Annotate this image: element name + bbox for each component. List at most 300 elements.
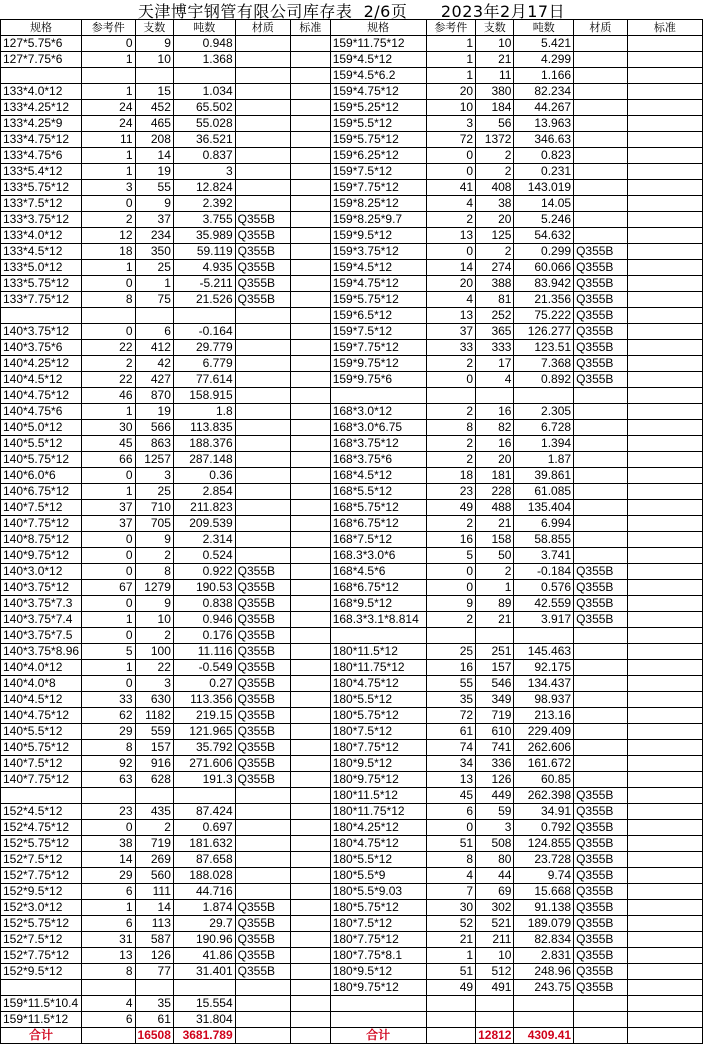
right-cell-standard: [627, 612, 702, 628]
right-cell-standard: [627, 532, 702, 548]
left-cell-material: Q355B: [235, 740, 291, 756]
right-cell-pieces: 81: [476, 292, 514, 308]
left-cell-ref-pieces: 0: [82, 820, 135, 836]
left-cell-ref-pieces: 33: [82, 692, 135, 708]
right-cell-spec: 159*4.75*12: [330, 276, 426, 292]
left-cell-tons: 113.356: [173, 692, 235, 708]
left-cell-ref-pieces: 38: [82, 836, 135, 852]
right-cell-standard: [627, 68, 702, 84]
right-cell-ref-pieces: 49: [426, 980, 476, 996]
right-cell-pieces: 546: [476, 676, 514, 692]
right-cell-standard: [627, 132, 702, 148]
left-cell-spec: 140*6.0*6: [1, 468, 82, 484]
left-cell-spec: 152*9.5*12: [1, 884, 82, 900]
right-cell-tons: [514, 996, 574, 1012]
left-cell-material: [235, 436, 291, 452]
right-cell-pieces: 719: [476, 708, 514, 724]
table-row: [1, 308, 703, 324]
right-cell-pieces: 21: [476, 516, 514, 532]
right-cell-spec: 159*4.5*12: [330, 260, 426, 276]
table-row: [1, 580, 703, 596]
right-cell-tons: 145.463: [514, 644, 574, 660]
right-cell-standard: [627, 596, 702, 612]
table-row: [1, 212, 703, 228]
right-cell-pieces: 521: [476, 916, 514, 932]
right-cell-ref-pieces: 20: [426, 276, 476, 292]
left-cell-ref-pieces: 1: [82, 404, 135, 420]
left-cell-pieces: 710: [135, 500, 173, 516]
right-cell-pieces: 380: [476, 84, 514, 100]
right-cell-standard: [627, 436, 702, 452]
right-cell-tons: 161.672: [514, 756, 574, 772]
right-total-material: [574, 1028, 628, 1044]
left-cell-material: [235, 404, 291, 420]
left-cell-ref-pieces: [82, 788, 135, 804]
right-cell-pieces: 408: [476, 180, 514, 196]
right-cell-pieces: 38: [476, 196, 514, 212]
left-cell-material: Q355B: [235, 724, 291, 740]
left-cell-spec: [1, 788, 82, 804]
right-cell-pieces: 2: [476, 148, 514, 164]
right-cell-standard: [627, 276, 702, 292]
left-cell-pieces: 916: [135, 756, 173, 772]
right-cell-spec: 180*7.5*12: [330, 724, 426, 740]
left-cell-material: [235, 372, 291, 388]
right-cell-ref-pieces: 8: [426, 420, 476, 436]
right-cell-standard: [627, 164, 702, 180]
left-cell-tons: 41.86: [173, 948, 235, 964]
right-cell-ref-pieces: 14: [426, 260, 476, 276]
right-cell-pieces: 449: [476, 788, 514, 804]
left-cell-standard: [291, 404, 331, 420]
left-cell-standard: [291, 116, 331, 132]
right-cell-ref-pieces: [426, 388, 476, 404]
table-row: [1, 644, 703, 660]
left-cell-pieces: 77: [135, 964, 173, 980]
right-cell-standard: [627, 852, 702, 868]
left-cell-pieces: 14: [135, 900, 173, 916]
right-cell-ref-pieces: 2: [426, 436, 476, 452]
left-cell-standard: [291, 532, 331, 548]
right-cell-pieces: 610: [476, 724, 514, 740]
table-row: [1, 420, 703, 436]
left-cell-ref-pieces: 0: [82, 548, 135, 564]
right-cell-pieces: 228: [476, 484, 514, 500]
right-cell-material: Q355B: [574, 244, 628, 260]
right-cell-tons: [514, 388, 574, 404]
left-cell-ref-pieces: 0: [82, 564, 135, 580]
right-cell-pieces: 50: [476, 548, 514, 564]
right-cell-pieces: 388: [476, 276, 514, 292]
left-cell-pieces: 1182: [135, 708, 173, 724]
left-cell-pieces: 10: [135, 612, 173, 628]
left-cell-tons: -5.211: [173, 276, 235, 292]
left-cell-standard: [291, 868, 331, 884]
left-cell-spec: 140*7.5*12: [1, 756, 82, 772]
left-cell-pieces: 559: [135, 724, 173, 740]
left-cell-standard: [291, 580, 331, 596]
left-cell-material: [235, 852, 291, 868]
right-cell-material: [574, 68, 628, 84]
right-cell-ref-pieces: 1: [426, 36, 476, 52]
table-row: [1, 180, 703, 196]
left-cell-material: [235, 980, 291, 996]
left-cell-pieces: 560: [135, 868, 173, 884]
table-row: [1, 932, 703, 948]
left-cell-tons: 36.521: [173, 132, 235, 148]
left-cell-spec: 152*4.75*12: [1, 820, 82, 836]
right-cell-standard: [627, 516, 702, 532]
right-cell-spec: 180*7.75*12: [330, 932, 426, 948]
left-cell-standard: [291, 1012, 331, 1028]
left-cell-tons: 4.935: [173, 260, 235, 276]
left-cell-spec: 140*7.75*12: [1, 516, 82, 532]
left-cell-spec: 140*3.75*6: [1, 340, 82, 356]
right-cell-standard: [627, 212, 702, 228]
right-cell-ref-pieces: 13: [426, 772, 476, 788]
left-cell-standard: [291, 340, 331, 356]
right-cell-pieces: 252: [476, 308, 514, 324]
right-cell-material: [574, 468, 628, 484]
right-cell-ref-pieces: 0: [426, 564, 476, 580]
left-cell-tons: 190.96: [173, 932, 235, 948]
left-cell-pieces: 1: [135, 276, 173, 292]
left-cell-tons: [173, 788, 235, 804]
left-cell-spec: 133*5.4*12: [1, 164, 82, 180]
table-row: [1, 356, 703, 372]
table-row: [1, 468, 703, 484]
table-row: [1, 724, 703, 740]
left-cell-spec: 140*7.75*12: [1, 772, 82, 788]
table-row: [1, 452, 703, 468]
left-cell-material: [235, 516, 291, 532]
left-cell-pieces: 9: [135, 196, 173, 212]
right-total-tons: 4309.41: [514, 1028, 574, 1044]
right-cell-ref-pieces: 2: [426, 404, 476, 420]
right-cell-tons: 0.792: [514, 820, 574, 836]
left-cell-tons: 0.36: [173, 468, 235, 484]
right-cell-ref-pieces: 51: [426, 964, 476, 980]
left-cell-tons: 0.837: [173, 148, 235, 164]
left-cell-material: Q355B: [235, 692, 291, 708]
left-cell-spec: 152*3.0*12: [1, 900, 82, 916]
right-cell-pieces: 16: [476, 404, 514, 420]
left-cell-spec: 140*3.0*12: [1, 564, 82, 580]
right-cell-spec: 180*4.25*12: [330, 820, 426, 836]
right-cell-material: [574, 196, 628, 212]
right-cell-material: Q355B: [574, 564, 628, 580]
right-cell-standard: [627, 340, 702, 356]
right-cell-tons: 0.892: [514, 372, 574, 388]
left-cell-tons: 12.824: [173, 180, 235, 196]
left-cell-material: [235, 324, 291, 340]
table-row: [1, 596, 703, 612]
left-cell-material: [235, 532, 291, 548]
left-cell-pieces: 6: [135, 324, 173, 340]
right-cell-tons: 3.917: [514, 612, 574, 628]
left-cell-spec: 140*4.75*6: [1, 404, 82, 420]
table-row: [1, 292, 703, 308]
right-cell-pieces: 125: [476, 228, 514, 244]
left-cell-pieces: 863: [135, 436, 173, 452]
left-cell-material: [235, 884, 291, 900]
left-header-material: 材质: [235, 20, 291, 36]
table-row: [1, 36, 703, 52]
left-cell-standard: [291, 100, 331, 116]
left-cell-tons: 31.401: [173, 964, 235, 980]
left-cell-tons: -0.164: [173, 324, 235, 340]
right-cell-tons: 213.16: [514, 708, 574, 724]
left-cell-pieces: 870: [135, 388, 173, 404]
right-cell-spec: 180*11.75*12: [330, 804, 426, 820]
left-header-pieces: 支数: [135, 20, 173, 36]
right-cell-tons: 21.356: [514, 292, 574, 308]
left-cell-tons: 158.915: [173, 388, 235, 404]
left-cell-pieces: 14: [135, 148, 173, 164]
right-cell-spec: 180*5.5*12: [330, 692, 426, 708]
right-cell-material: [574, 756, 628, 772]
right-cell-material: [574, 644, 628, 660]
left-cell-tons: 0.697: [173, 820, 235, 836]
right-cell-pieces: 741: [476, 740, 514, 756]
right-cell-pieces: 82: [476, 420, 514, 436]
right-cell-tons: 60.85: [514, 772, 574, 788]
left-cell-ref-pieces: 1: [82, 164, 135, 180]
right-cell-standard: [627, 996, 702, 1012]
right-cell-spec: 180*9.75*12: [330, 772, 426, 788]
left-cell-spec: [1, 980, 82, 996]
left-cell-spec: 140*4.0*8: [1, 676, 82, 692]
left-cell-ref-pieces: 0: [82, 596, 135, 612]
right-cell-ref-pieces: 2: [426, 212, 476, 228]
left-cell-material: [235, 548, 291, 564]
left-cell-material: [235, 500, 291, 516]
left-cell-tons: 35.989: [173, 228, 235, 244]
left-cell-ref-pieces: 63: [82, 772, 135, 788]
right-cell-ref-pieces: 4: [426, 292, 476, 308]
left-cell-tons: 35.792: [173, 740, 235, 756]
left-cell-standard: [291, 676, 331, 692]
table-row: [1, 676, 703, 692]
left-cell-tons: [173, 980, 235, 996]
right-cell-ref-pieces: 41: [426, 180, 476, 196]
right-cell-material: Q355B: [574, 804, 628, 820]
left-cell-tons: 190.53: [173, 580, 235, 596]
left-cell-tons: 44.716: [173, 884, 235, 900]
left-cell-material: [235, 36, 291, 52]
right-cell-tons: 6.994: [514, 516, 574, 532]
left-cell-standard: [291, 244, 331, 260]
right-cell-spec: 180*7.5*12: [330, 916, 426, 932]
right-cell-material: [574, 420, 628, 436]
left-cell-spec: 152*4.5*12: [1, 804, 82, 820]
left-cell-material: Q355B: [235, 660, 291, 676]
left-cell-tons: 15.554: [173, 996, 235, 1012]
left-cell-ref-pieces: 0: [82, 532, 135, 548]
left-cell-standard: [291, 548, 331, 564]
table-row: [1, 260, 703, 276]
right-header-tons: 吨数: [514, 20, 574, 36]
right-cell-spec: 159*8.25*9.7: [330, 212, 426, 228]
right-cell-material: Q355B: [574, 580, 628, 596]
right-cell-material: [574, 148, 628, 164]
left-cell-standard: [291, 132, 331, 148]
table-row: [1, 980, 703, 996]
left-cell-ref-pieces: 12: [82, 228, 135, 244]
right-cell-standard: [627, 548, 702, 564]
table-row: [1, 100, 703, 116]
left-cell-ref-pieces: 14: [82, 852, 135, 868]
right-cell-ref-pieces: 7: [426, 884, 476, 900]
left-cell-spec: 152*9.5*12: [1, 964, 82, 980]
right-cell-pieces: 17: [476, 356, 514, 372]
left-cell-standard: [291, 324, 331, 340]
table-row: [1, 164, 703, 180]
left-cell-standard: [291, 788, 331, 804]
right-cell-spec: 180*7.75*8.1: [330, 948, 426, 964]
table-row: [1, 244, 703, 260]
table-row: [1, 964, 703, 980]
right-cell-ref-pieces: 1: [426, 68, 476, 84]
totals-row: [1, 1028, 703, 1044]
right-cell-pieces: 1372: [476, 132, 514, 148]
right-cell-pieces: 21: [476, 612, 514, 628]
right-cell-standard: [627, 708, 702, 724]
left-cell-pieces: 412: [135, 340, 173, 356]
left-cell-pieces: 427: [135, 372, 173, 388]
right-cell-tons: 98.937: [514, 692, 574, 708]
table-row: [1, 996, 703, 1012]
left-cell-standard: [291, 468, 331, 484]
left-cell-standard: [291, 388, 331, 404]
left-cell-tons: 87.658: [173, 852, 235, 868]
left-cell-spec: 152*7.5*12: [1, 852, 82, 868]
right-cell-material: Q355B: [574, 884, 628, 900]
right-cell-ref-pieces: 1: [426, 52, 476, 68]
left-cell-pieces: 15: [135, 84, 173, 100]
left-cell-standard: [291, 452, 331, 468]
left-cell-material: [235, 788, 291, 804]
right-header-ref-pieces: 参考件: [426, 20, 476, 36]
left-cell-tons: -0.549: [173, 660, 235, 676]
left-cell-material: [235, 84, 291, 100]
right-cell-spec: 180*9.75*12: [330, 980, 426, 996]
right-cell-tons: 5.246: [514, 212, 574, 228]
right-cell-standard: [627, 116, 702, 132]
right-cell-pieces: 4: [476, 372, 514, 388]
left-total-ref: [82, 1028, 135, 1044]
left-cell-ref-pieces: 1: [82, 900, 135, 916]
left-header-spec: 规格: [1, 20, 82, 36]
left-cell-material: [235, 484, 291, 500]
right-cell-pieces: 251: [476, 644, 514, 660]
left-cell-tons: 29.779: [173, 340, 235, 356]
left-cell-material: Q355B: [235, 756, 291, 772]
table-row: [1, 548, 703, 564]
right-cell-tons: 6.728: [514, 420, 574, 436]
right-cell-material: [574, 228, 628, 244]
right-cell-tons: 61.085: [514, 484, 574, 500]
right-cell-pieces: 274: [476, 260, 514, 276]
left-cell-spec: 140*7.5*12: [1, 500, 82, 516]
left-cell-standard: [291, 260, 331, 276]
right-cell-tons: 7.368: [514, 356, 574, 372]
left-cell-ref-pieces: 1: [82, 84, 135, 100]
left-cell-spec: 140*3.75*12: [1, 580, 82, 596]
right-cell-material: [574, 772, 628, 788]
left-cell-standard: [291, 804, 331, 820]
right-cell-material: Q355B: [574, 948, 628, 964]
left-cell-pieces: 465: [135, 116, 173, 132]
right-cell-tons: 0.299: [514, 244, 574, 260]
right-cell-ref-pieces: 2: [426, 356, 476, 372]
left-cell-spec: 140*4.75*12: [1, 708, 82, 724]
right-cell-ref-pieces: 16: [426, 532, 476, 548]
left-cell-tons: 29.7: [173, 916, 235, 932]
right-cell-tons: 229.409: [514, 724, 574, 740]
right-cell-ref-pieces: 0: [426, 148, 476, 164]
left-cell-standard: [291, 644, 331, 660]
left-cell-ref-pieces: 8: [82, 964, 135, 980]
left-cell-tons: 55.028: [173, 116, 235, 132]
left-cell-pieces: 157: [135, 740, 173, 756]
right-cell-standard: [627, 356, 702, 372]
right-cell-spec: 180*11.5*12: [330, 788, 426, 804]
table-row: [1, 740, 703, 756]
right-cell-spec: 159*11.75*12: [330, 36, 426, 52]
right-cell-pieces: 211: [476, 932, 514, 948]
left-total-pieces: 16508: [135, 1028, 173, 1044]
right-cell-tons: 75.222: [514, 308, 574, 324]
left-cell-ref-pieces: 66: [82, 452, 135, 468]
right-cell-tons: 14.05: [514, 196, 574, 212]
right-total-standard: [627, 1028, 702, 1044]
right-cell-spec: [330, 388, 426, 404]
table-row: [1, 404, 703, 420]
right-cell-spec: 168*5.75*12: [330, 500, 426, 516]
left-cell-ref-pieces: 0: [82, 324, 135, 340]
left-cell-standard: [291, 612, 331, 628]
left-cell-tons: 21.526: [173, 292, 235, 308]
right-cell-spec: 159*9.75*12: [330, 356, 426, 372]
right-cell-tons: 189.079: [514, 916, 574, 932]
right-cell-ref-pieces: 2: [426, 452, 476, 468]
right-cell-standard: [627, 372, 702, 388]
left-cell-ref-pieces: 6: [82, 1012, 135, 1028]
left-cell-pieces: 113: [135, 916, 173, 932]
left-cell-material: [235, 100, 291, 116]
right-cell-tons: 124.855: [514, 836, 574, 852]
right-cell-ref-pieces: 72: [426, 708, 476, 724]
left-cell-material: Q355B: [235, 260, 291, 276]
left-cell-material: [235, 132, 291, 148]
right-cell-ref-pieces: 74: [426, 740, 476, 756]
left-cell-material: [235, 868, 291, 884]
right-cell-spec: 180*5.75*12: [330, 900, 426, 916]
right-cell-standard: [627, 180, 702, 196]
table-row: [1, 132, 703, 148]
right-cell-pieces: 508: [476, 836, 514, 852]
right-cell-ref-pieces: 2: [426, 516, 476, 532]
left-cell-material: Q355B: [235, 564, 291, 580]
right-cell-spec: 168*4.5*6: [330, 564, 426, 580]
left-cell-ref-pieces: 2: [82, 212, 135, 228]
left-cell-tons: 181.632: [173, 836, 235, 852]
left-cell-pieces: 22: [135, 660, 173, 676]
right-cell-ref-pieces: 35: [426, 692, 476, 708]
left-cell-pieces: [135, 980, 173, 996]
right-cell-material: [574, 452, 628, 468]
